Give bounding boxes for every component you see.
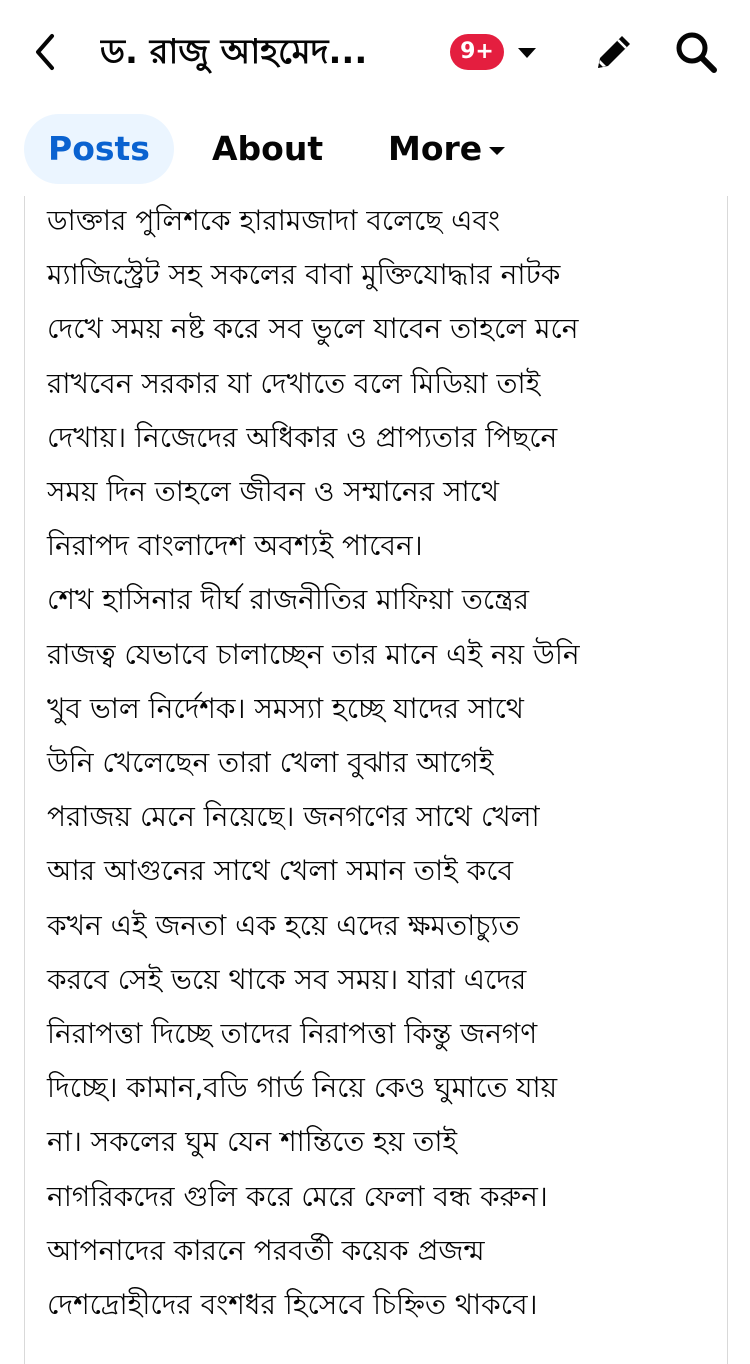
search-button[interactable] [672, 28, 720, 76]
pencil-icon [592, 30, 636, 74]
tab-more[interactable] [388, 114, 528, 184]
tab-more-label: More [388, 129, 483, 168]
caret-down-icon [488, 145, 506, 157]
profile-tabs [0, 104, 750, 196]
post-text: ডাক্তার পুলিশকে হারামজাদা বলেছে এবং ম্যাজিস্ট্রেট সহ সকলের বাবা মুক্তিযোদ্ধার নাটক দেখে সময় নষ্ট করে সব ভুলে যাবেন তাহলে মনে রাখবেন সরকার যা দেখাতে বলে মিডিয়া তাই দেখায়। নিজেদের অধিকার ও প্রাপ্যতার পিছনে সময় দিন তাহলে জীবন ও সম্মানের সাথে নিরাপদ বাংলাদেশ অবশ্যই পাবেন। শেখ হাসিনার দীর্ঘ রাজনীতির মাফিয়া তন্ত্রের রাজত্ব যেভাবে চালাচ্ছেন তার মানে এই নয় উনি খুব ভাল নির্দেশক। সমস্যা হচ্ছে যাদের সাথে উনি খেলেছেন তারা খেলা বুঝার আগেই পরাজয় মেনে নিয়েছে। জনগণের সাথে খেলা আর আগুনের সাথে খেলা সমান তাই কবে কখন এই জনতা এক হয়ে এদের ক্ষমতাচ্যুত করবে সেই ভয়ে থাকে সব সময়। যারা এদের নিরাপত্তা দিচ্ছে তাদের নিরাপত্তা কিন্তু জনগণ দিচ্ছে। কামান,বডি গার্ড নিয়ে কেও ঘুমাতে যায় না। সকলের ঘুম যেন শান্তিতে হয় তাই নাগরিকদের গুলি করে মেরে ফেলা বন্ধ করুন। আপনাদের কারনে পরবর্তী কয়েক প্রজন্ম দেশদ্রোহীদের বংশধর হিসেবে চিহ্নিত থাকবে। [47, 204, 580, 1322]
tab-posts[interactable]: Posts [24, 114, 174, 184]
tab-about[interactable]: About [212, 129, 324, 168]
search-icon [672, 28, 720, 76]
caret-down-icon [516, 46, 538, 60]
notification-badge: 9+ [450, 34, 504, 70]
back-button[interactable] [26, 28, 66, 76]
chevron-left-icon [26, 28, 66, 76]
page-title[interactable]: ড. রাজু আহমেদ... [100, 32, 368, 72]
notifications-button[interactable] [446, 30, 544, 74]
post-content [24, 196, 728, 1364]
edit-button[interactable] [592, 30, 636, 74]
top-bar [0, 0, 750, 104]
